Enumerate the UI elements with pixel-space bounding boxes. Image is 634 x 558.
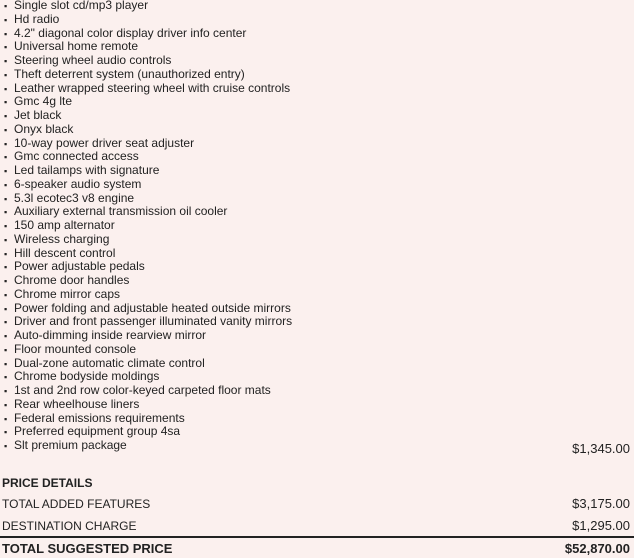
bullet-icon: ▪: [4, 344, 8, 355]
total-suggested-price-label: TOTAL SUGGESTED PRICE: [2, 541, 173, 556]
bullet-icon: ▪: [4, 262, 8, 273]
price-details-title: PRICE DETAILS: [2, 476, 93, 490]
bullet-icon: ▪: [4, 28, 8, 39]
feature-label: 150 amp alternator: [14, 218, 115, 232]
list-item: [4, 233, 444, 247]
feature-label: 10-way power driver seat adjuster: [14, 135, 195, 150]
bullet-icon: ▪: [4, 441, 8, 451]
feature-label: Chrome door handles: [14, 273, 130, 287]
bullet-icon: ▪: [4, 386, 8, 396]
list-item: [4, 13, 444, 27]
list-item: [4, 0, 444, 13]
list-item: [4, 178, 444, 192]
feature-label: Chrome mirror caps: [14, 286, 121, 301]
feature-label: Federal emissions requirements: [14, 410, 185, 425]
bullet-icon: ▪: [4, 124, 8, 135]
list-item: [4, 329, 444, 343]
bullet-icon: ▪: [4, 234, 8, 245]
list-item: [4, 192, 444, 206]
list-item: [4, 40, 444, 54]
list-item: [4, 219, 444, 233]
bullet-icon: ▪: [4, 42, 8, 53]
list-item: [4, 425, 444, 439]
feature-label: Preferred equipment group 4sa: [14, 424, 181, 439]
feature-label: 4.2" diagonal color display driver info center: [14, 25, 247, 40]
package-price: $1,345.00: [572, 441, 630, 456]
list-item: [4, 288, 444, 302]
bullet-icon: ▪: [4, 317, 8, 328]
list-item: [4, 412, 444, 426]
feature-label: Driver and front passenger illuminated vanity mirrors: [14, 314, 293, 329]
divider: [0, 536, 634, 538]
bullet-icon: ▪: [4, 111, 8, 121]
list-item: [4, 82, 444, 96]
destination-charge-row: [2, 518, 630, 533]
bullet-icon: ▪: [4, 289, 8, 300]
feature-label: 1st and 2nd row color-keyed carpeted floor mats: [14, 383, 271, 397]
feature-label: Onyx black: [14, 121, 74, 136]
bullet-icon: ▪: [4, 331, 8, 341]
feature-label: Dual-zone automatic climate control: [14, 355, 205, 370]
total-added-features-row: [2, 496, 630, 511]
list-item: [4, 274, 444, 288]
feature-label: Led tailamps with signature: [14, 163, 160, 177]
bullet-icon: ▪: [4, 83, 8, 94]
feature-label: Universal home remote: [14, 39, 139, 54]
bullet-icon: ▪: [4, 427, 8, 438]
bullet-icon: ▪: [4, 1, 8, 11]
total-suggested-price-row: [2, 541, 630, 556]
bullet-icon: ▪: [4, 358, 8, 369]
bullet-icon: ▪: [4, 276, 8, 286]
feature-label: Chrome bodyside moldings: [14, 369, 160, 384]
feature-label: Theft deterrent system (unauthorized entry): [14, 66, 245, 81]
bullet-icon: ▪: [4, 97, 8, 108]
feature-label: 6-speaker audio system: [14, 176, 142, 191]
feature-label: Slt premium package: [14, 438, 127, 452]
bullet-icon: ▪: [4, 413, 8, 424]
list-item: [4, 315, 444, 329]
total-added-features-value: $3,175.00: [572, 496, 630, 511]
total-added-features-label: TOTAL ADDED FEATURES: [2, 497, 151, 511]
feature-label: Jet black: [14, 108, 62, 122]
feature-label: Power folding and adjustable heated outside mirrors: [14, 300, 291, 315]
feature-label: Rear wheelhouse liners: [14, 396, 140, 411]
feature-label: Gmc connected access: [14, 149, 139, 164]
list-item: [4, 123, 444, 137]
feature-label: Auto-dimming inside rearview mirror: [14, 328, 207, 342]
bullet-icon: ▪: [4, 56, 8, 66]
list-item: [4, 384, 444, 398]
list-item: [4, 343, 444, 357]
bullet-icon: ▪: [4, 207, 8, 218]
total-suggested-price-value: $52,870.00: [564, 541, 630, 556]
feature-label: Power adjustable pedals: [14, 259, 145, 274]
bullet-icon: ▪: [4, 138, 8, 149]
bullet-icon: ▪: [4, 372, 8, 383]
bullet-icon: ▪: [4, 248, 8, 259]
list-item: [4, 54, 444, 68]
feature-label: Hd radio: [14, 11, 60, 26]
bullet-icon: ▪: [4, 221, 8, 231]
feature-label: Steering wheel audio controls: [14, 53, 172, 67]
bullet-icon: ▪: [4, 303, 8, 314]
bullet-icon: ▪: [4, 166, 8, 176]
list-item: [4, 164, 444, 178]
feature-label: 5.3l ecotec3 v8 engine: [14, 190, 135, 205]
bullet-icon: ▪: [4, 69, 8, 80]
bullet-icon: ▪: [4, 399, 8, 410]
feature-label: Hill descent control: [14, 245, 116, 260]
list-item: [4, 260, 444, 274]
feature-label: Floor mounted console: [14, 341, 137, 356]
feature-label: Single slot cd/mp3 player: [14, 0, 149, 12]
bullet-icon: ▪: [4, 152, 8, 163]
feature-label: Gmc 4g lte: [14, 94, 73, 109]
bullet-icon: ▪: [4, 179, 8, 190]
list-item: [4, 137, 444, 151]
feature-label: Leather wrapped steering wheel with cruise controls: [14, 80, 291, 95]
list-item: [4, 398, 444, 412]
list-item: [4, 109, 444, 123]
list-item: [4, 439, 444, 453]
list-item: [4, 302, 444, 316]
list-item: [4, 150, 444, 164]
list-item: [4, 27, 444, 41]
destination-charge-label: DESTINATION CHARGE: [2, 519, 137, 533]
feature-label: Auxiliary external transmission oil cooler: [14, 204, 228, 219]
feature-list: [4, 0, 444, 453]
list-item: [4, 247, 444, 261]
list-item: [4, 357, 444, 371]
list-item: [4, 205, 444, 219]
feature-label: Wireless charging: [14, 231, 110, 246]
list-item: [4, 370, 444, 384]
list-item: [4, 95, 444, 109]
destination-charge-value: $1,295.00: [572, 518, 630, 533]
bullet-icon: ▪: [4, 193, 8, 204]
list-item: [4, 68, 444, 82]
bullet-icon: ▪: [4, 14, 8, 25]
